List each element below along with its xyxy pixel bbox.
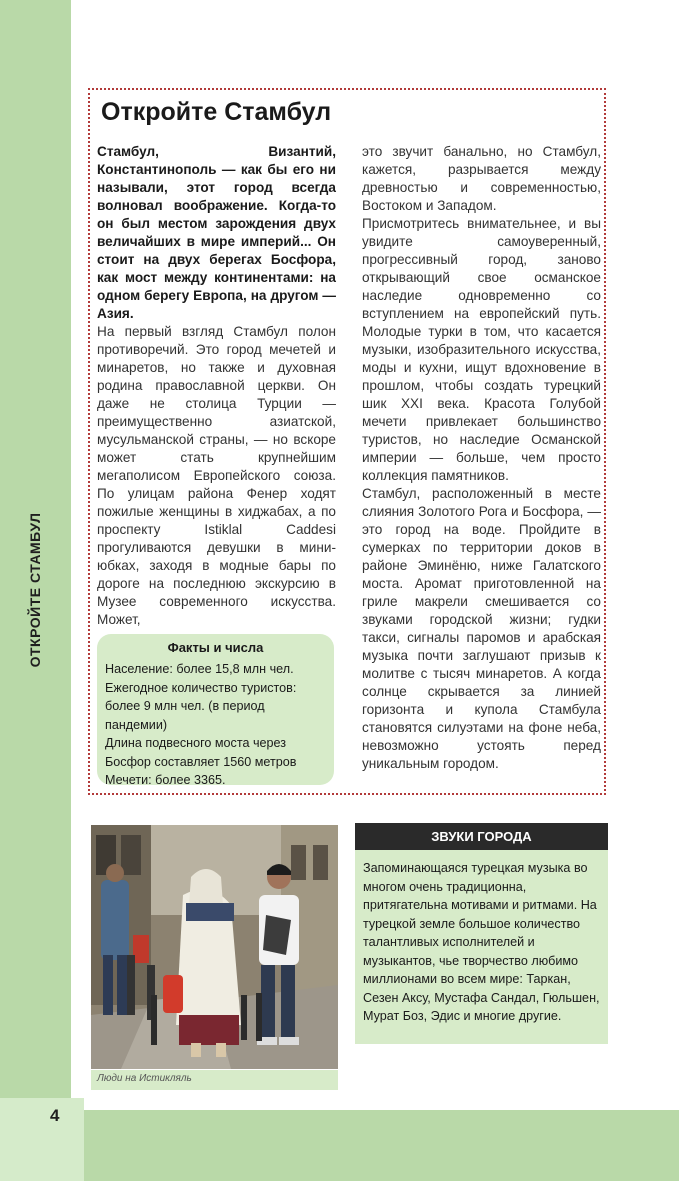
article-paragraph: Присмотритесь внимательнее, и вы увидите самоуверенный, прогрессивный город, заново открывающий свое османское наследие одновременно со вступлением на европейский путь. Молодые турки в том, что касается музыки, изобразительного искусства, моды и кухни, ищут вдохновение в прошлом, чтобы создать турецкий шик XXI века. Красота Голубой мечети привлекает большинство туристов, но наследие Османской империи — больше, чем просто коллекция памятников. xyxy=(362,216,601,483)
article-lead: Стамбул, Византий, Константинополь — как бы его ни называли, этот город всегда волновал воображение. Когда-то он был местом зарождения двух величайших в мире империй... Он стоит на двух берегах Босфора, как мост между континентами: на одном берегу Европа, на другом — Азия. xyxy=(97,144,336,321)
street-photo xyxy=(91,825,338,1069)
article-paragraph: Стамбул, расположенный в месте слияния Золотого Рога и Босфора, — это город на воде. Пройдите в сумерках по территории доков в районе Эминёню, ниже Галатского моста. Аромат приготовленной на гриле макрели смешивается со звуками городской жизни; гудки такси, сигналы паромов и арабская музыка почти заглушают призыв к молитве с тысяч минаретов. А когда солнце скрывается за линией горизонта и купола Стамбула становятся силуэтами на фоне неба, невозможно устоять перед уникальным городом. xyxy=(362,486,601,771)
article-right-column xyxy=(362,143,601,773)
sounds-text: Запоминающаяся турецкая музыка во многом очень традиционна, притягательна мотивами и ритмами. На турецкой земле большое количество талантливых исполнителей и музыкантов, чье творчество любимо миллионами во всем мире: Таркан, Сезен Аксу, Мустафа Сандал, Гюльшен, Мурат Боз, Эдис и многие другие. xyxy=(363,861,600,1023)
page-number-box xyxy=(0,1098,84,1181)
article-paragraph: это звучит банально, но Стамбул, кажется, разрывается между древностью и современностью, Востоком и Западом. xyxy=(362,144,601,213)
article-title: Откройте Стамбул xyxy=(101,98,332,126)
section-label: ОТКРОЙТЕ СТАМБУЛ xyxy=(27,512,43,668)
page-number: 4 xyxy=(50,1106,60,1125)
photo-caption: Люди на Истикляль xyxy=(97,1073,192,1084)
facts-box xyxy=(97,634,334,785)
facts-list xyxy=(105,660,326,790)
bottom-band xyxy=(84,1110,679,1181)
fact-item: Мечети: более 3365. xyxy=(105,773,226,787)
fact-item: Ежегодное количество туристов: более 9 млн чел. (в период пандемии) xyxy=(105,680,297,732)
fact-item: Население: более 15,8 млн чел. xyxy=(105,662,294,676)
article-left-column xyxy=(97,143,336,629)
article-body-left: На первый взгляд Стамбул полон противоречий. Это город мечетей и минаретов, но также и духовная родина православной церкви. Он даже не столица Турции — преимущественно азиатской, мусульманской страны, — но вскоре может стать крупнейшим мегаполисом Европейского союза. По улицам района Фенер ходят пожилые женщины в хиджабах, а по проспекту Istiklal Caddesi прогуливаются девушки в мини-юбках, заходя в модные бары по дороге на последнюю экскурсию в Музее современного искусства. Может, xyxy=(97,324,336,627)
street-photo-illustration xyxy=(91,825,338,1069)
sounds-title: ЗВУКИ ГОРОДА xyxy=(355,823,608,850)
sounds-box xyxy=(355,823,608,1044)
fact-item: Длина подвесного моста через Босфор составляет 1560 метров xyxy=(105,736,297,769)
facts-title: Факты и числа xyxy=(167,640,264,655)
